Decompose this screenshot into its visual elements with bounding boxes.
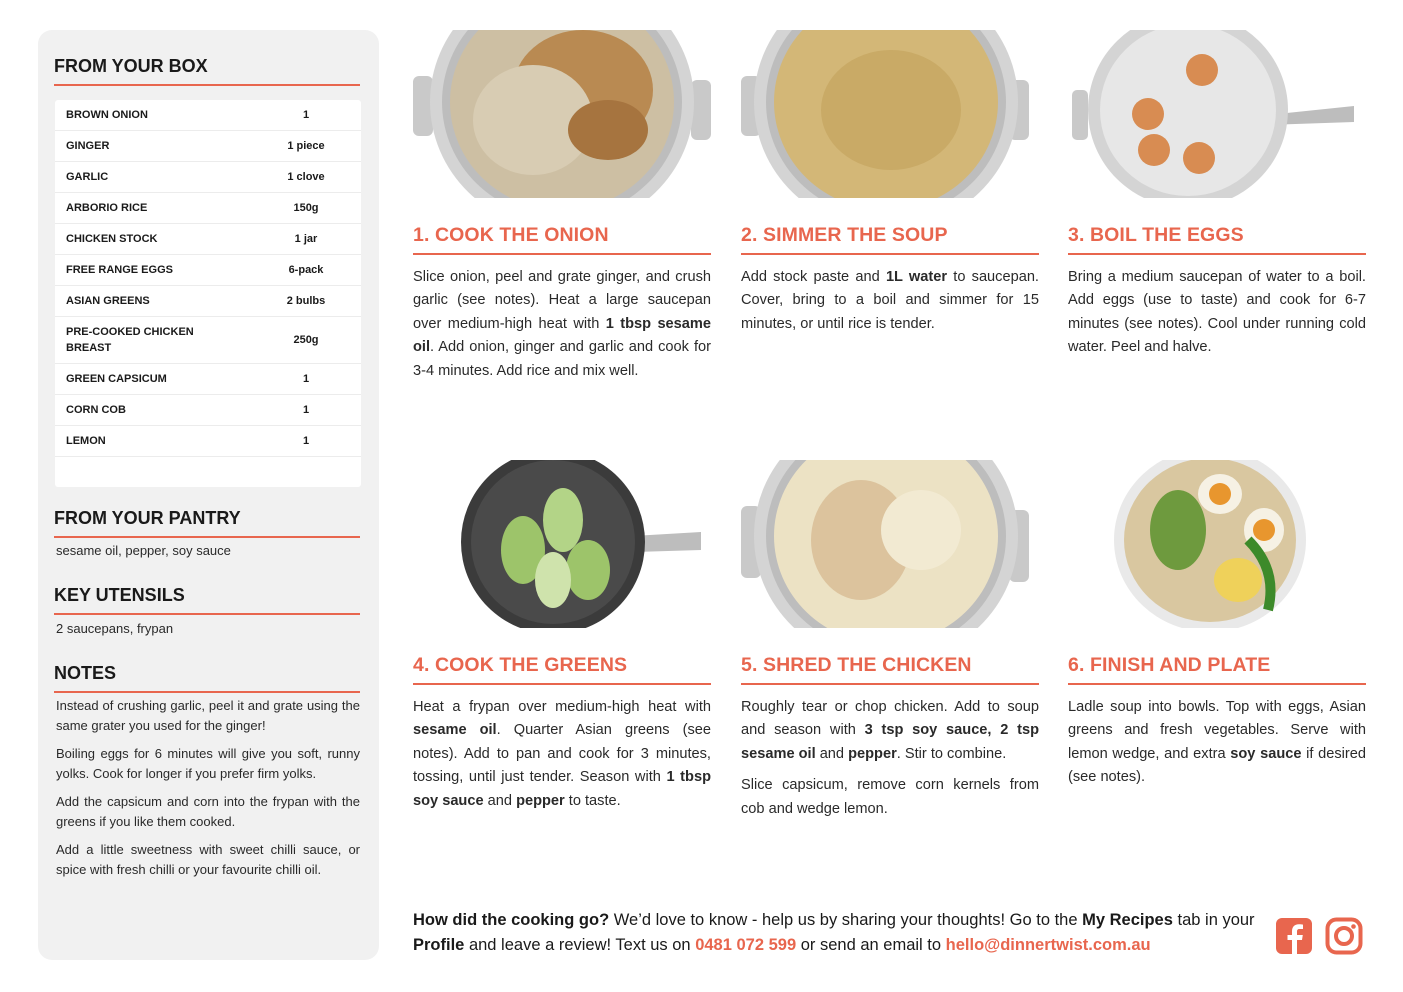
bowl-plated-photo	[1068, 460, 1366, 628]
ingredient-name: PRE-COOKED CHICKEN BREAST	[66, 326, 194, 354]
ingredient-row	[55, 193, 361, 224]
ingredient-qty: 1	[302, 435, 310, 447]
ingredient-qty: 150g	[293, 202, 319, 214]
step-body	[741, 696, 1039, 829]
step-paragraph	[741, 774, 1039, 821]
ingredient-qty: 6-pack	[288, 264, 324, 276]
ingredient-name: BROWN ONION	[66, 109, 148, 121]
text-run: Roughly tear or chop chicken. Add to soup and season with	[741, 699, 1039, 739]
step-paragraph	[1068, 266, 1366, 360]
text-run: or send an email to	[796, 936, 946, 954]
note-item: Instead of crushing garlic, peel it and grate using the same grater you used for the ginger!	[56, 698, 360, 733]
pot-stock-photo	[741, 30, 1039, 198]
ingredient-name: GINGER	[66, 140, 110, 152]
from-your-box-title: FROM YOUR BOX	[54, 56, 360, 86]
bold-text: soy sauce	[1230, 745, 1302, 762]
ingredient-name: ARBORIO RICE	[66, 202, 148, 214]
frypan-greens-photo	[413, 460, 711, 628]
ingredient-row	[55, 255, 361, 286]
text-run: tab in your	[1172, 911, 1255, 929]
bold-text: pepper	[516, 792, 565, 809]
step-title: 6. FINISH AND PLATE	[1068, 654, 1366, 685]
text-run: Add stock paste and	[741, 269, 886, 285]
text-run: and	[815, 745, 849, 762]
bold-text: Profile	[413, 936, 465, 954]
ingredient-qty: 1	[302, 109, 310, 121]
ingredient-qty: 1	[302, 373, 310, 385]
pot-onion-rice-photo	[413, 30, 711, 198]
text-run: Slice capsicum, remove corn kernels from cob and wedge lemon.	[741, 777, 1039, 817]
bold-text: My Recipes	[1082, 911, 1173, 929]
sidebar	[38, 30, 379, 960]
ingredient-qty: 1 piece	[287, 140, 325, 152]
text-run: We’d love to know - help us by sharing your thoughts! Go to the	[609, 911, 1083, 929]
ingredient-qty: 1 clove	[287, 171, 325, 183]
ingredient-row-empty	[55, 457, 361, 487]
ingredients-table	[55, 100, 361, 487]
step-title: 4. COOK THE GREENS	[413, 654, 711, 685]
notes-title: NOTES	[54, 663, 360, 693]
step-paragraph	[413, 266, 711, 383]
note-item: Boiling eggs for 6 minutes will give you soft, runny yolks. Cook for longer if you prefer firm yolks.	[56, 746, 360, 781]
ingredient-name: GARLIC	[66, 171, 109, 183]
bold-text: 1L water	[885, 269, 948, 285]
ingredient-name: CHICKEN STOCK	[66, 233, 158, 245]
text-run: Slice onion, peel and grate ginger, and crush garlic (see notes). Heat a large saucepan over medium-high heat with	[413, 269, 711, 332]
step-body	[413, 696, 711, 821]
text-run: to saucepan. Cover, bring to a boil and simmer for 15 minutes, or until rice is tender.	[741, 269, 1039, 332]
bold-text: 3 tsp soy sauce, 2 tsp sesame oil	[741, 722, 1039, 762]
step-title: 2. SIMMER THE SOUP	[741, 224, 1039, 255]
text-run: Bring a medium saucepan of water to a boil. Add eggs (use to taste) and cook for 6-7 minutes (see notes). Cool under running cold water. Peel and halve.	[1068, 269, 1366, 356]
key-utensils-title: KEY UTENSILS	[54, 585, 360, 615]
ingredient-row	[55, 100, 361, 131]
ingredient-qty: 2 bulbs	[286, 295, 326, 307]
step-body	[741, 266, 1039, 344]
step-body	[1068, 696, 1366, 798]
saucepan-eggs-photo	[1068, 30, 1366, 198]
ingredient-row	[55, 364, 361, 395]
step-title: 1. COOK THE ONION	[413, 224, 711, 255]
ingredient-row	[55, 317, 361, 364]
ingredient-qty: 1	[302, 404, 310, 416]
bold-text: 1 tbsp soy sauce	[413, 769, 711, 809]
ingredient-name: ASIAN GREENS	[66, 295, 150, 307]
ingredient-row	[55, 286, 361, 317]
instagram-icon[interactable]	[1325, 917, 1363, 955]
ingredient-row	[55, 426, 361, 457]
bold-text: pepper	[848, 745, 897, 762]
pot-chicken-soup-photo	[741, 460, 1039, 628]
text-run: and	[483, 792, 517, 809]
note-item: Add a little sweetness with sweet chilli sauce, or spice with fresh chilli or your favourite chilli oil.	[56, 842, 360, 877]
step-paragraph	[1068, 696, 1366, 790]
text-run: to taste.	[564, 792, 621, 809]
ingredient-row	[55, 162, 361, 193]
bold-text: 1 tbsp sesame oil	[413, 315, 712, 356]
text-run: . Quarter Asian greens (see notes). Add to pan and cook for 3 minutes, tossing, until just tender. Season with	[413, 722, 711, 786]
text-run: and leave a review! Text us on	[464, 936, 696, 954]
step-body	[1068, 266, 1366, 368]
bold-text: How did the cooking go?	[413, 911, 610, 929]
notes-list	[56, 696, 360, 888]
facebook-icon[interactable]	[1275, 917, 1313, 955]
step-paragraph	[741, 696, 1039, 766]
step-paragraph	[741, 266, 1039, 336]
text-run: if desired (see notes).	[1068, 745, 1366, 786]
contact-link[interactable]: 0481 072 599	[695, 936, 797, 954]
pantry-text: sesame oil, pepper, soy sauce	[56, 543, 231, 558]
utensils-text: 2 saucepans, frypan	[56, 621, 174, 636]
text-run: Ladle soup into bowls. Top with eggs, Asian greens and fresh vegetables. Serve with lemon wedge, and extra	[1068, 699, 1366, 762]
step-body	[413, 266, 711, 391]
contact-link[interactable]: hello@dinnertwist.com.au	[945, 936, 1151, 954]
ingredient-qty: 250g	[293, 334, 319, 346]
from-your-pantry-title: FROM YOUR PANTRY	[54, 508, 360, 538]
ingredient-name: GREEN CAPSICUM	[66, 373, 167, 385]
step-title: 5. SHRED THE CHICKEN	[741, 654, 1039, 685]
ingredient-name: LEMON	[66, 435, 106, 447]
ingredient-name: FREE RANGE EGGS	[66, 264, 173, 276]
bold-text: sesame oil	[413, 722, 497, 739]
ingredient-row	[55, 131, 361, 162]
footer-feedback-text	[413, 908, 1263, 958]
ingredient-qty: 1 jar	[294, 233, 318, 245]
text-run: . Add onion, ginger and garlic and cook for 3-4 minutes. Add rice and mix well.	[413, 339, 711, 379]
text-run: . Stir to combine.	[896, 745, 1007, 762]
ingredient-row	[55, 224, 361, 255]
text-run: Heat a frypan over medium-high heat with	[413, 699, 711, 715]
ingredient-row	[55, 395, 361, 426]
ingredient-name: CORN COB	[66, 404, 126, 416]
note-item: Add the capsicum and corn into the frypan with the greens if you like them cooked.	[56, 794, 360, 829]
step-paragraph	[413, 696, 711, 813]
step-title: 3. BOIL THE EGGS	[1068, 224, 1366, 255]
